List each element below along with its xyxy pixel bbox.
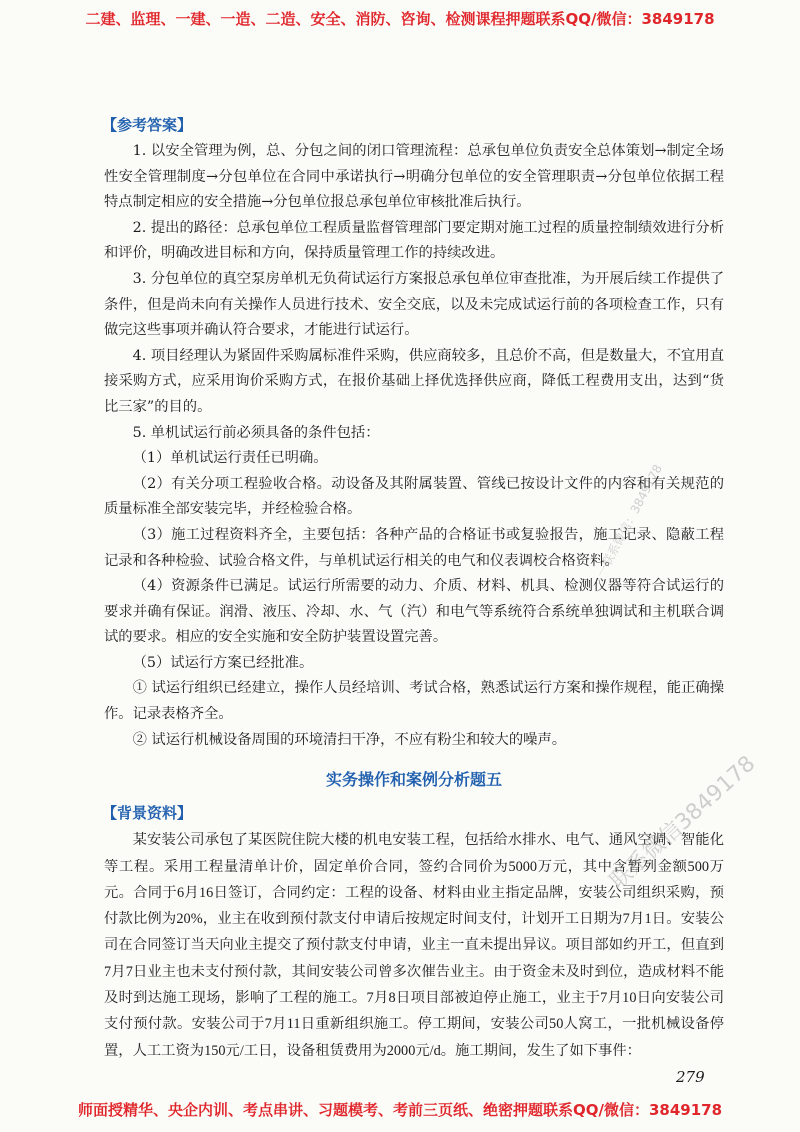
case-title: 实务操作和案例分析题五 (325, 770, 502, 790)
answer-paragraph: 4. 项目经理认为紧固件采购属标准件采购，供应商较多，且总价不高，但是数量大，不宜用直接采购方式，应采用询价采购方式，在报价基础上择优选择供应商，降低工程费用支出，达到“货比三家”的目的。 (104, 347, 724, 415)
answer-paragraph: （1）单机试运行责任已明确。 (132, 450, 328, 467)
answer-paragraph: ① 试运行组织已经建立，操作人员经培训、考试合格，熟悉试运行方案和操作规程，能正确操作。记录表格齐全。 (104, 680, 724, 723)
answer-paragraph: 1. 以安全管理为例，总、分包之间的闭口管理流程：总承包单位负责安全总体策划→制定全场性安全管理制度→分包单位在合同中承诺执行→明确分包单位的安全管理职责→分包单位依据工程特点制定相应的安全措施→分包单位报总承包单位审核批准后执行。 (104, 143, 724, 211)
watermark: 联系微信3849178 (605, 751, 761, 895)
answer-paragraph: 5. 单机试运行前必须具备的条件包括： (132, 424, 380, 441)
answer-paragraph: 3. 分包单位的真空泵房单机无负荷试运行方案报总承包单位审查批准，为开展后续工作提供了条件，但是尚未向有关操作人员进行技术、安全交底，以及未完成试运行前的各项检查工作，只有做完这些事项并确认符合要求，才能进行试运行。 (104, 270, 724, 339)
page-content (104, 114, 724, 1064)
case-paragraph: 某安装公司承包了某医院住院大楼的机电安装工程，包括给水排水、电气、通风空调、智能化等工程。采用工程量清单计价，固定单价合同，签约合同价为5000万元，其中含暂列金额500万元。合同于6月16日签订，合同约定：工程的设备、材料由业主指定品牌，安装公司组织采购，预付款比例为20%，业主在收到预付款支付申请后按规定时间支付，计划开工日期为7月1日。安装公司在合同签订当天向业主提交了预付款支付申请，业主一直未提出异议。项目部如约开工，但直到7月7日业主也未支付预付款，其间安装公司曾多次催告业主。由于资金未及时到位，造成材料不能及时到达施工现场，影响了工程的施工。7月8日项目部被迫停止施工，业主于7月10日向安装公司支付预付款。安装公司于7月11日重新组织施工。停工期间，安装公司50人窝工，一批机械设备停置，人工工资为150元/工日，设备租赁费用为2000元/d。施工期间，发生了如下事件： (104, 832, 724, 1059)
answer-paragraph: （2）有关分项工程验收合格。动设备及其附属装置、管线已按设计文件的内容和有关规范的质量标准全部安装完毕，并经检验合格。 (104, 475, 724, 518)
page-number: 279 (676, 1068, 705, 1086)
footer-banner: 师面授精华、央企内训、考点串讲、习题模考、考前三页纸、绝密押题联系QQ/微信：3849178 (77, 1101, 723, 1119)
answer-label: 【参考答案】 (102, 116, 193, 134)
header-banner: 二建、监理、一建、一造、二造、安全、消防、咨询、检测课程押题联系QQ/微信：3849178 (85, 10, 715, 28)
answer-body (104, 139, 724, 753)
answer-paragraph: （5）试运行方案已经批准。 (132, 654, 314, 671)
answer-paragraph: （3）施工过程资料齐全，主要包括：各种产品的合格证书或复验报告，施工记录、隐蔽工程记录和各种检验、试验合格文件，与单机试运行相关的电气和仪表调校合格资料。 (104, 526, 724, 569)
answer-paragraph: ② 试运行机械设备周围的环境清扫干净，不应有粉尘和较大的噪声。 (132, 731, 567, 748)
answer-paragraph: （4）资源条件已满足。试运行所需要的动力、介质、材料、机具、检测仪器等符合试运行的要求并确有保证。润滑、液压、冷却、水、气（汽）和电气等系统符合系统单独调试和主机联合调试的要求。相应的安全实施和安全防护装置设置完善。 (104, 578, 724, 646)
watermark: 一联系微信：3849178 (593, 462, 666, 580)
case-label: 【背景资料】 (102, 804, 193, 823)
answer-paragraph: 2. 提出的路径：总承包单位工程质量监督管理部门要定期对施工过程的质量控制绩效进行分析和评价，明确改进目标和方向，保持质量管理工作的持续改进。 (104, 219, 724, 262)
